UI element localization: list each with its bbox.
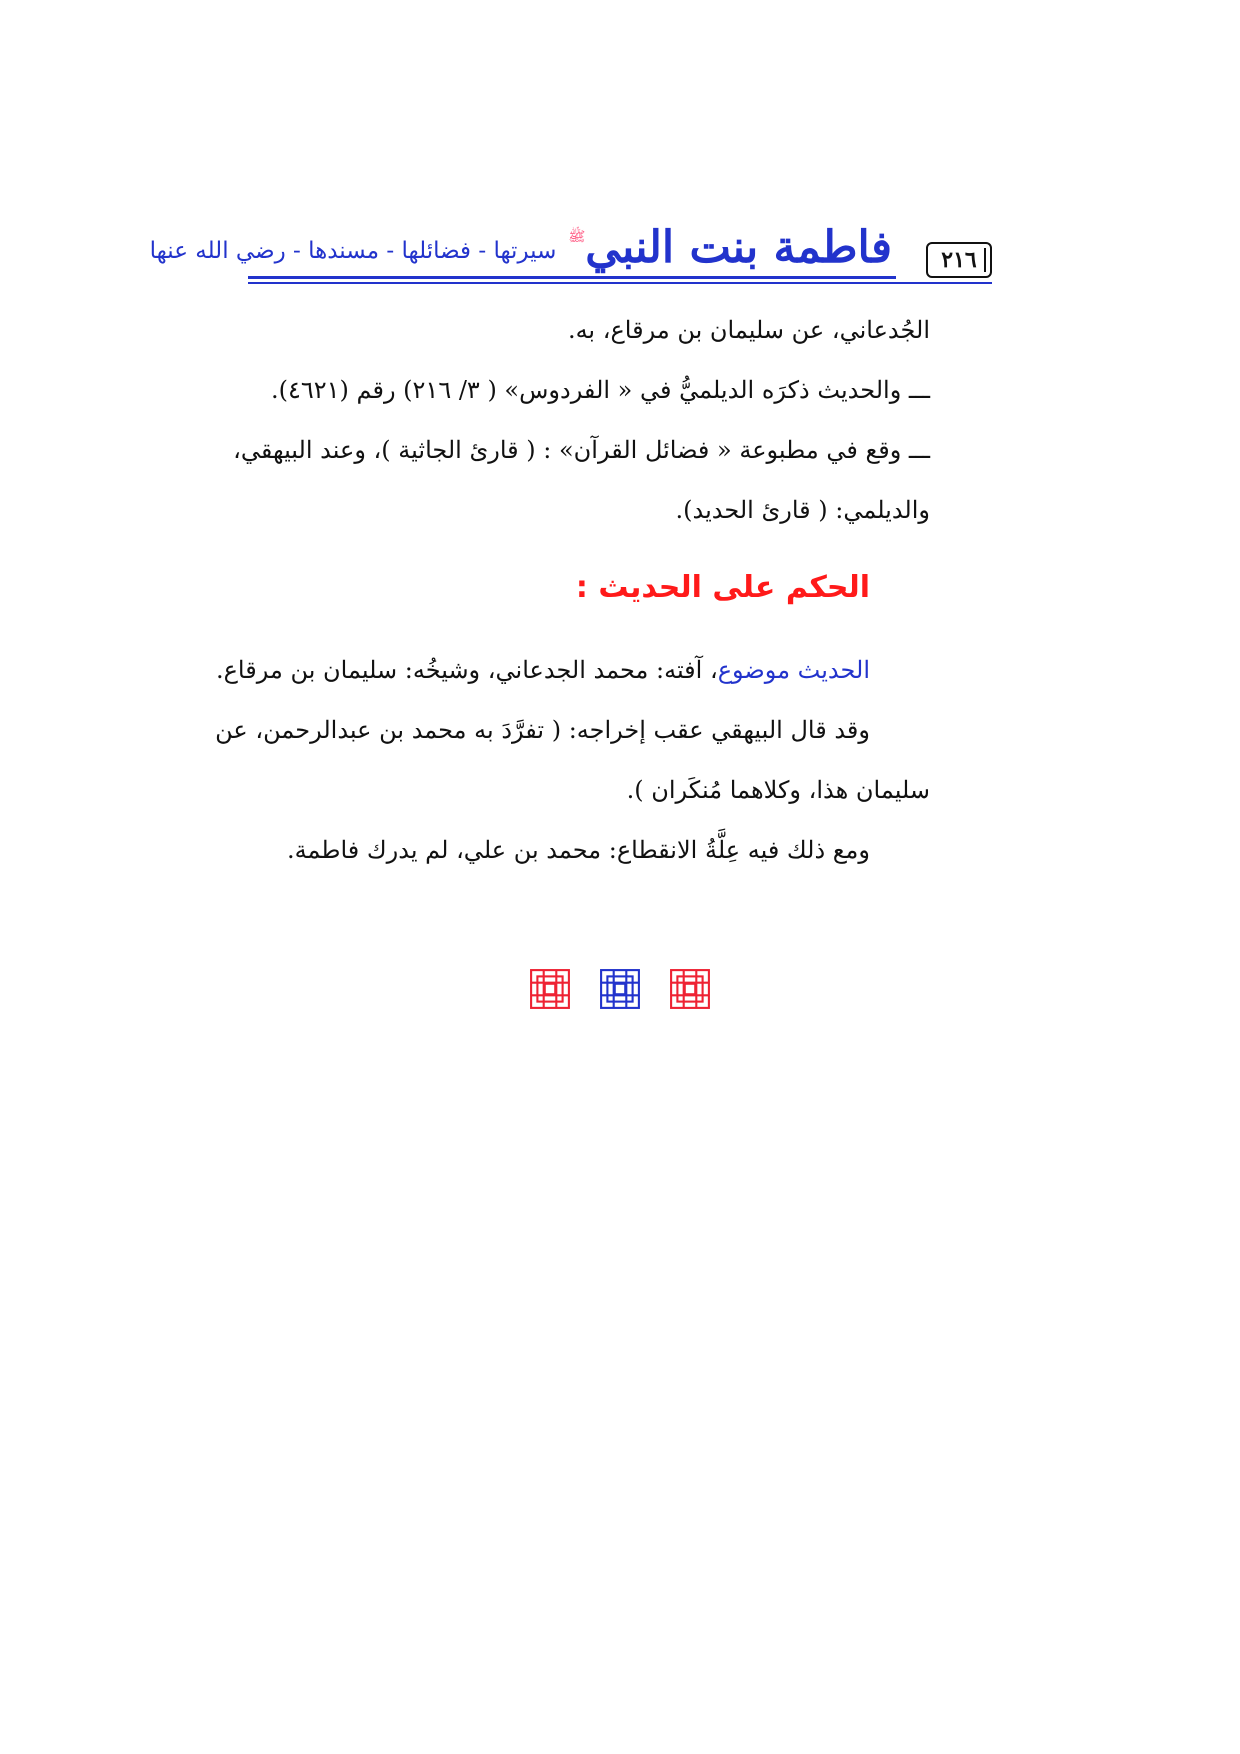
section-heading: الحكم على الحديث : <box>575 570 870 605</box>
body-line-8: ومع ذلك فيه عِلَّةُ الانقطاع: محمد بن علي، لم يدرك فاطمة. <box>286 836 870 864</box>
knot-ornament-icon <box>529 968 571 1010</box>
knot-ornament-icon <box>599 968 641 1010</box>
honorific-glyph: ﷺ <box>568 229 586 245</box>
body-line-3: ـــ وقع في مطبوعة « فضائل القرآن» : ( قارئ الجاثية )، وعند البيهقي، <box>233 436 930 464</box>
book-title-main: فاطمة بنت النبي <box>585 222 892 273</box>
page-number-text: ٢١٦ <box>941 247 977 273</box>
body-line-1: الجُدعاني، عن سليمان بن مرقاع، به. <box>567 316 930 344</box>
page-body <box>215 300 930 880</box>
ruling-paragraph <box>215 640 930 700</box>
knot-ornament-icon <box>669 968 711 1010</box>
book-subtitle: سيرتها - فضائلها - مسندها - رضي الله عنها <box>149 238 557 264</box>
ornament-row <box>0 968 1240 1010</box>
ruling-rest: ، آفته: محمد الجدعاني، وشيخُه: سليمان بن مرقاع. <box>215 656 718 684</box>
book-title <box>149 192 892 273</box>
body-line-4: والديلمي: ( قارئ الحديد). <box>675 496 930 524</box>
body-line-7: سليمان هذا، وكلاهما مُنكَران ). <box>626 776 930 804</box>
ruling-term: الحديث موضوع <box>717 656 870 684</box>
body-line-6: وقد قال البيهقي عقب إخراجه: ( تفرَّدَ به محمد بن عبدالرحمن، عن <box>215 716 870 744</box>
header-rule-thick <box>248 276 896 279</box>
body-line-2: ـــ والحديث ذكرَه الديلميُّ في « الفردوس» ( ٣/ ٢١٦) رقم (٤٦٢١). <box>270 376 930 404</box>
header-rule-thin <box>248 282 992 284</box>
page-number <box>926 242 992 278</box>
running-header <box>149 192 992 282</box>
